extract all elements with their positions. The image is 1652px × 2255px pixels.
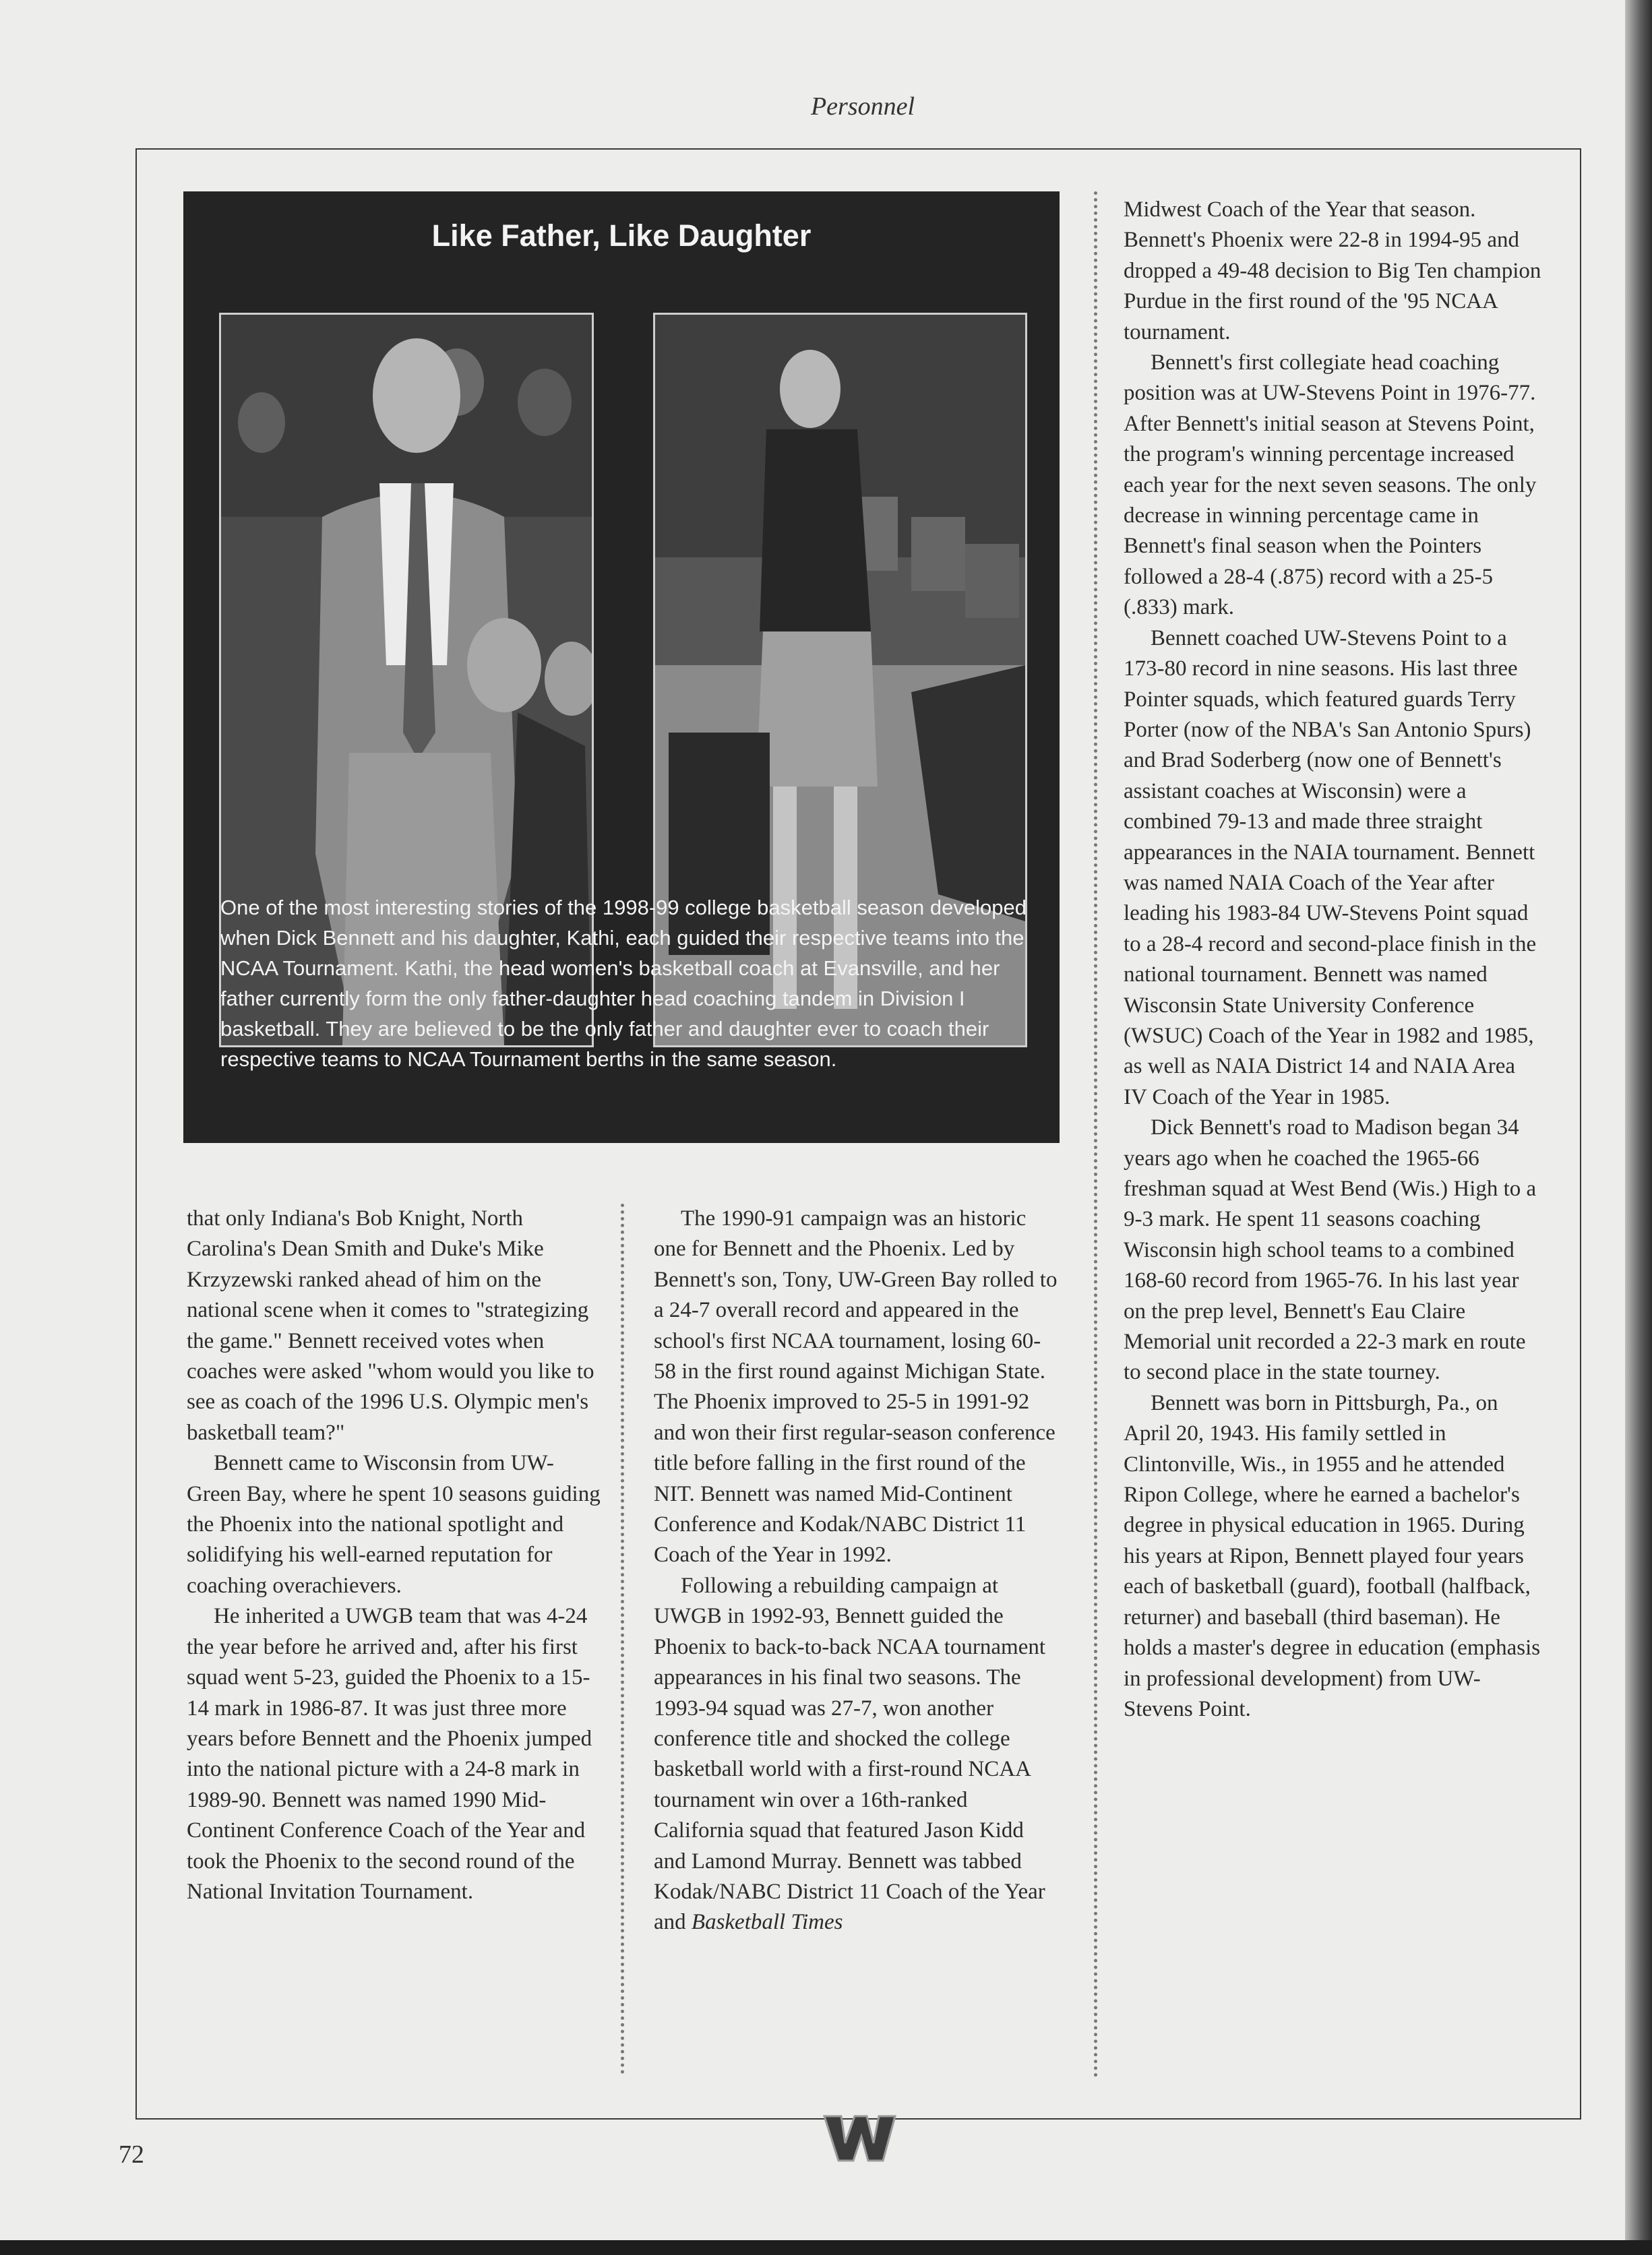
paragraph: The 1990-91 campaign was an historic one for Bennett and the Phoenix. Led by Bennett's son, Tony, UW-Green Bay rolled to a 24-7 overall record and appeared in the school's first NCAA tournament, losing 60-58 in the first round against Michigan State. The Phoenix improved to 25-5 in 1991-92 and won their first regular-season conference title before falling in the first round of the NIT. Bennett was named Mid-Continent Conference and Kodak/NABC District 11 Coach of the Year in 1992.	[654, 1206, 1058, 1568]
column-divider-2	[1094, 191, 1097, 2078]
paragraph: Bennett coached UW-Stevens Point to a 173-80 record in nine seasons. His last three Pointer squads, which featured guards Terry Porter (now of the NBA's San Antonio Spurs) and Brad Soderberg (now one of Bennett's assistant coaches at Wisconsin) were a combined 79-13 and made three straight appearances in the NAIA tournament. Bennett was named NAIA Coach of the Year after leading his 1983-84 UW-Stevens Point squad to a 28-4 record and second-place finish in the national tournament. Bennett was named Wisconsin State University Conference (WSUC) Coach of the Year in 1982 and 1985, as well as NAIA District 14 and NAIA Area IV Coach of the Year in 1985.	[1124, 625, 1537, 1109]
page-edge-bottom	[0, 2240, 1652, 2255]
paragraph: Midwest Coach of the Year that season. Bennett's Phoenix were 22-8 in 1994-95 and dropped a 49-48 decision to Big Ten champion Purdue in the first round of the '95 NCAA tournament.	[1124, 197, 1541, 344]
sidebar-box	[183, 191, 1060, 1143]
paragraph-text: Following a rebuilding campaign at UWGB in 1992-93, Bennett guided the Phoenix to back-to-back NCAA tournament appearances in his final two seasons. The 1993-94 squad was 27-7, won another conference title and shocked the college basketball world with a first-round NCAA tournament win over a 16th-ranked California squad that featured Jason Kidd and Lamond Murray. Bennett was tabbed Kodak/NABC District 11 Coach of the Year and	[654, 1573, 1046, 1935]
motion-w-logo	[821, 2111, 898, 2165]
article-column-2	[654, 1204, 1058, 1938]
column-divider-1	[621, 1204, 624, 2074]
paragraph	[654, 1571, 1058, 1938]
paragraph: Bennett was born in Pittsburgh, Pa., on April 20, 1943. His family settled in Clintonville, Wis., in 1955 and he attended Ripon College, where he earned a bachelor's degree in physical education in 1965. During his years at Ripon, Bennett played four years each of basketball (guard), football (halfback, returner) and baseball (third baseman). He holds a master's degree in education (emphasis in professional development) from UW-Stevens Point.	[1124, 1390, 1541, 1721]
publication-name: Basketball Times	[691, 1910, 843, 1935]
paragraph: He inherited a UWGB team that was 4-24 the year before he arrived and, after his first squad went 5-23, guided the Phoenix to a 15-14 mark in 1986-87. It was just three more years before Bennett and the Phoenix jumped into the national picture with a 24-8 mark in 1989-90. Bennett was named 1990 Mid-Continent Conference Coach of the Year and took the Phoenix to the second round of the National Invitation Tournament.	[187, 1604, 592, 1904]
article-column-1	[187, 1204, 601, 1907]
page-edge-shadow	[1625, 0, 1652, 2255]
paragraph: Dick Bennett's road to Madison began 34 years ago when he coached the 1965-66 freshman squad at West Bend (Wis.) High to a 9-3 mark. He spent 11 seasons coaching Wisconsin high school teams to a combined 168-60 record from 1965-76. In his last year on the prep level, Bennett's Eau Claire Memorial unit recorded a 22-3 mark en route to second place in the state tourney.	[1124, 1115, 1537, 1385]
sidebar-caption: One of the most interesting stories of the 1998-99 college basketball season developed when Dick Bennett and his daughter, Kathi, each guided their respective teams into the NCAA Tournament. Kathi, the head women's basketball coach at Evansville, and her father currently form the only father-daughter head coaching tandem in Division I basketball. They are believed to be the only father and daughter ever to coach their respective teams to NCAA Tournament berths in the same season.	[220, 896, 1027, 1071]
article-column-3	[1124, 195, 1541, 1725]
paragraph: Bennett came to Wisconsin from UW-Green Bay, where he spent 10 seasons guiding the Phoenix into the national spotlight and solidifying his well-earned reputation for coaching overachievers.	[187, 1451, 601, 1598]
page-number: 72	[119, 2140, 144, 2169]
paragraph: Bennett's first collegiate head coaching position was at UW-Stevens Point in 1976-77. After Bennett's initial season at Stevens Point, the program's winning percentage increased each year for the next seven seasons. The only decrease in winning percentage came in Bennett's final season when the Pointers followed a 28-4 (.875) record with a 25-5 (.833) mark.	[1124, 350, 1537, 620]
paragraph: that only Indiana's Bob Knight, North Carolina's Dean Smith and Duke's Mike Krzyzewski ranked ahead of him on the national scene when it comes to "strategizing the game." Bennett received votes when coaches were asked "whom would you like to see as coach of the 1996 U.S. Olympic men's basketball team?"	[187, 1206, 594, 1445]
running-header: Personnel	[810, 92, 915, 121]
sidebar-title: Like Father, Like Daughter	[431, 218, 812, 253]
